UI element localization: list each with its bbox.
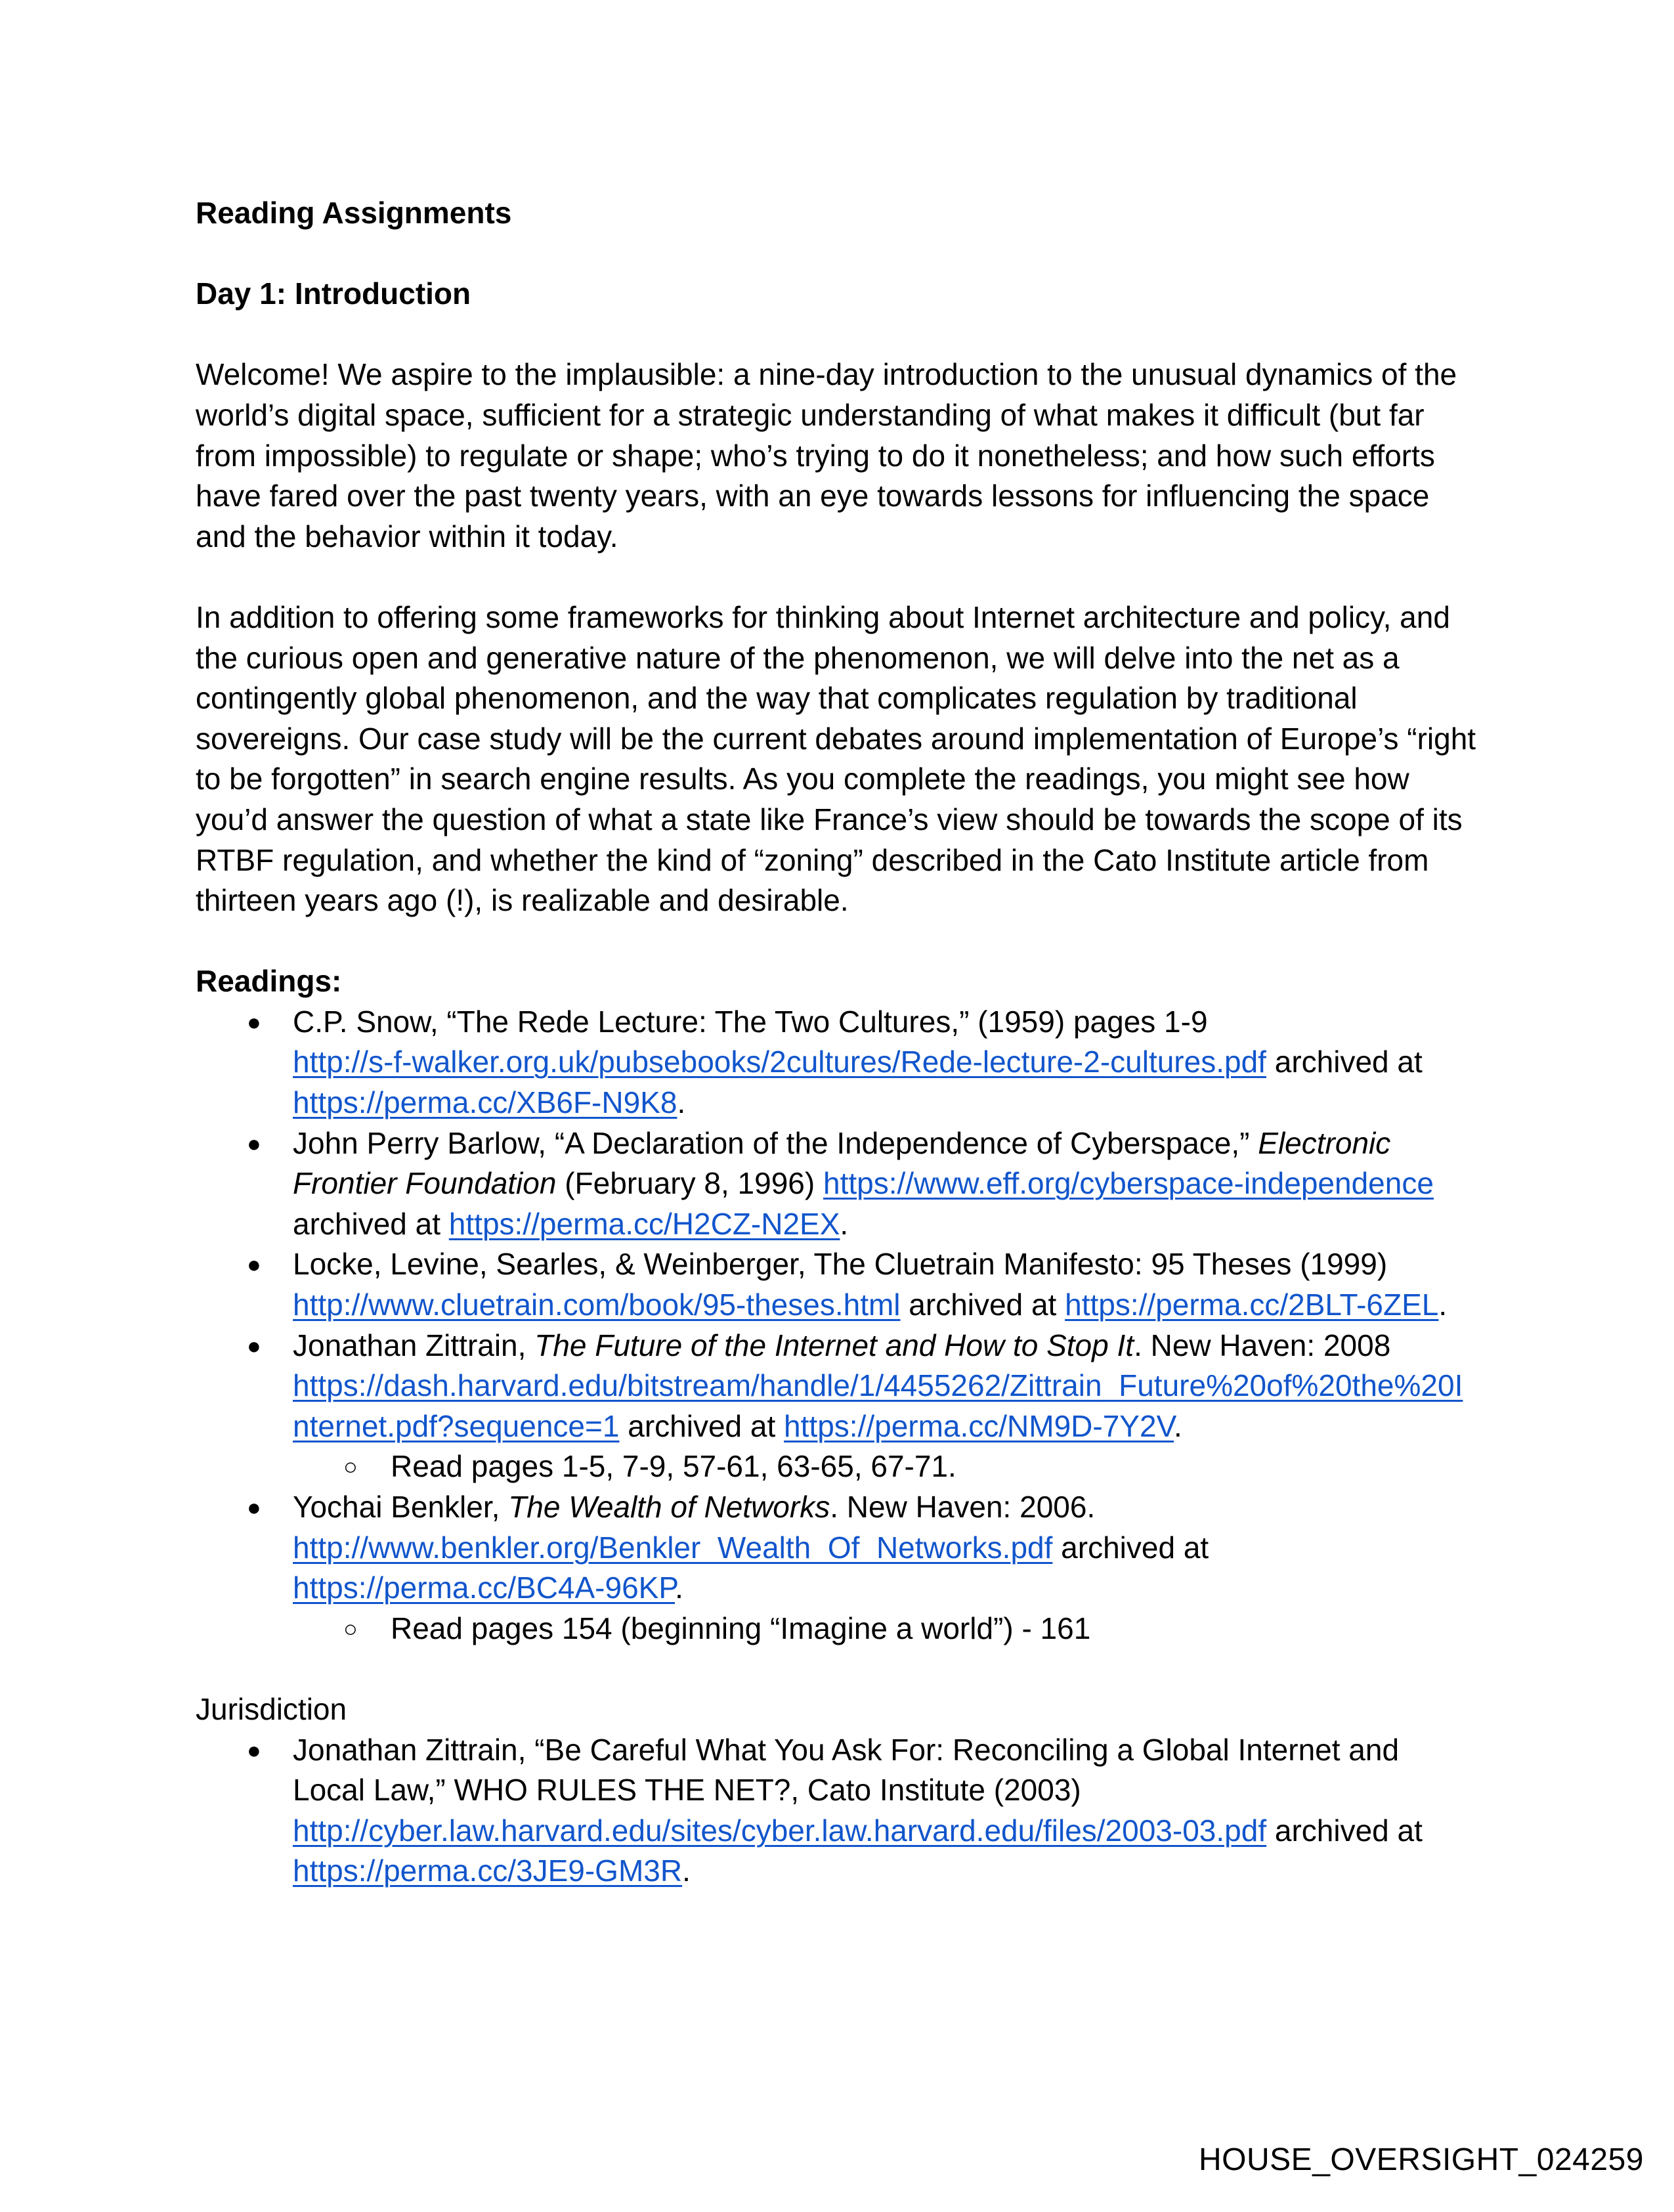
bullet-icon: ● (247, 1251, 261, 1278)
hyperlink[interactable]: nternet.pdf?sequence=1 (293, 1408, 620, 1443)
blank-line (196, 234, 1509, 274)
paragraph-line (196, 678, 1509, 719)
list-item-continuation (196, 1851, 1509, 1892)
list-item-continuation (196, 1042, 1509, 1083)
text: . (1438, 1288, 1448, 1322)
sub-list-item (196, 1609, 1509, 1649)
hyperlink[interactable]: https://perma.cc/3JE9-GM3R (293, 1854, 683, 1888)
text: have fared over the past twenty years, with an eye towards lessons for influencing the space (196, 479, 1430, 513)
text: Read pages 154 (beginning “Imagine a world”) - 161 (391, 1611, 1091, 1645)
hyperlink[interactable]: https://dash.harvard.edu/bitstream/handle/1/4455262/Zittrain_Future%20of%20the%20I (293, 1368, 1463, 1403)
italic-text: Electronic (1258, 1125, 1391, 1160)
text: Jonathan Zittrain, (293, 1328, 535, 1362)
blank-line (196, 557, 1509, 597)
text: Read pages 1-5, 7-9, 57-61, 63-65, 67-71. (391, 1449, 956, 1484)
text: . New Haven: 2006. (830, 1490, 1096, 1524)
list-item-continuation (196, 1163, 1509, 1204)
text: . (840, 1206, 849, 1241)
text: Reading Assignments (196, 196, 512, 230)
paragraph-line (196, 476, 1509, 517)
hyperlink[interactable]: http://www.benkler.org/Benkler_Wealth_Of_Networks.pdf (293, 1530, 1053, 1565)
bullet-icon: ● (247, 1129, 261, 1157)
text: Day 1: Introduction (196, 276, 471, 311)
italic-text: The Future of the Internet and How to Stop It (534, 1328, 1134, 1362)
italic-text: The Wealth of Networks (508, 1490, 830, 1524)
text: archived at (619, 1408, 784, 1443)
list-item-continuation (196, 1366, 1509, 1406)
hyperlink[interactable]: https://www.eff.org/cyberspace-independence (823, 1166, 1434, 1201)
hyperlink[interactable]: https://perma.cc/2BLT-6ZEL (1065, 1288, 1439, 1322)
circle-bullet-icon: ○ (343, 1615, 358, 1642)
list-item (196, 1326, 1509, 1366)
list-item (196, 1487, 1509, 1528)
text: . (677, 1085, 686, 1120)
bullet-icon: ● (247, 1736, 261, 1764)
text: Yochai Benkler, (293, 1490, 509, 1524)
bullet-icon: ● (247, 1008, 261, 1035)
heading (196, 274, 1509, 314)
document-body (196, 193, 1509, 1892)
text: . New Haven: 2008 (1134, 1328, 1391, 1362)
hyperlink[interactable]: http://www.cluetrain.com/book/95-theses.html (293, 1288, 901, 1322)
blank-line (196, 921, 1509, 962)
text: Readings: (196, 964, 342, 999)
bullet-icon: ● (247, 1494, 261, 1521)
list-item-continuation (196, 1083, 1509, 1123)
text: and the behavior within it today. (196, 519, 618, 553)
text: C.P. Snow, “The Rede Lecture: The Two Cultures,” (1959) pages 1-9 (293, 1004, 1208, 1039)
text: from impossible) to regulate or shape; who’s trying to do it nonetheless; and how such efforts (196, 438, 1435, 473)
bullet-icon: ● (247, 1332, 261, 1359)
text: (February 8, 1996) (556, 1166, 823, 1201)
text: John Perry Barlow, “A Declaration of the Independence of Cyberspace,” (293, 1125, 1258, 1160)
list-item (196, 1730, 1509, 1771)
text: the curious open and generative nature of the phenomenon, we will delve into the net as a (196, 640, 1400, 675)
paragraph-line (196, 759, 1509, 800)
list-item (196, 1244, 1509, 1285)
hyperlink[interactable]: https://perma.cc/NM9D-7Y2V (784, 1408, 1174, 1443)
text: archived at (1266, 1045, 1423, 1079)
paragraph-line (196, 719, 1509, 760)
paragraph-line (196, 800, 1509, 840)
bates-number: HOUSE_OVERSIGHT_024259 (1199, 2142, 1644, 2177)
heading (196, 193, 1509, 234)
text: archived at (900, 1288, 1065, 1322)
text: archived at (1266, 1813, 1423, 1848)
text: In addition to offering some frameworks for thinking about Internet architecture and policy, and (196, 599, 1450, 634)
heading (196, 961, 1509, 1002)
list-item-continuation (196, 1568, 1509, 1609)
list-item-continuation (196, 1770, 1509, 1811)
blank-line (196, 1649, 1509, 1689)
paragraph-line (196, 597, 1509, 638)
hyperlink[interactable]: https://perma.cc/BC4A-96KP (293, 1571, 676, 1605)
circle-bullet-icon: ○ (343, 1453, 358, 1481)
text: archived at (1052, 1530, 1209, 1565)
paragraph-line (196, 517, 1509, 557)
text: Welcome! We aspire to the implausible: a nine-day introduction to the unusual dynamics of the (196, 357, 1457, 392)
paragraph-line (196, 840, 1509, 881)
list-item-continuation (196, 1406, 1509, 1447)
text: . (682, 1854, 691, 1888)
paragraph-line (196, 436, 1509, 477)
hyperlink[interactable]: https://perma.cc/XB6F-N9K8 (293, 1085, 677, 1120)
sub-list-item (196, 1446, 1509, 1487)
list-item-continuation (196, 1204, 1509, 1245)
paragraph-line (196, 638, 1509, 679)
text: world’s digital space, sufficient for a strategic understanding of what makes it difficult (but far (196, 397, 1425, 432)
list-item (196, 1002, 1509, 1043)
text: to be forgotten” in search engine results. As you complete the readings, you might see how (196, 762, 1409, 796)
text: Local Law,” WHO RULES THE NET?, Cato Institute (2003) (293, 1773, 1081, 1808)
text: contingently global phenomenon, and the way that complicates regulation by traditional (196, 681, 1358, 716)
paragraph-line (196, 1689, 1509, 1730)
italic-text: Frontier Foundation (293, 1166, 557, 1201)
list-item-continuation (196, 1528, 1509, 1569)
paragraph-line (196, 880, 1509, 921)
blank-line (196, 314, 1509, 355)
text: you’d answer the question of what a state like France’s view should be towards the scope of its (196, 802, 1463, 836)
text: . (1174, 1408, 1182, 1443)
text: sovereigns. Our case study will be the current debates around implementation of Europe’s “right (196, 721, 1476, 756)
hyperlink[interactable]: http://s-f-walker.org.uk/pubsebooks/2cultures/Rede-lecture-2-cultures.pdf (293, 1045, 1266, 1079)
text: Locke, Levine, Searles, & Weinberger, The Cluetrain Manifesto: 95 Theses (1999) (293, 1247, 1388, 1282)
list-item (196, 1123, 1509, 1164)
text: thirteen years ago (!), is realizable and desirable. (196, 883, 849, 918)
hyperlink[interactable]: http://cyber.law.harvard.edu/sites/cyber.law.harvard.edu/files/2003-03.pdf (293, 1813, 1267, 1848)
text: RTBF regulation, and whether the kind of “zoning” described in the Cato Institute article from (196, 842, 1429, 877)
paragraph-line (196, 395, 1509, 436)
text: archived at (293, 1206, 449, 1241)
text: Jurisdiction (196, 1691, 347, 1726)
text: Jonathan Zittrain, “Be Careful What You Ask For: Reconciling a Global Internet and (293, 1732, 1400, 1767)
list-item-continuation (196, 1285, 1509, 1326)
list-item-continuation (196, 1811, 1509, 1852)
paragraph-line (196, 355, 1509, 395)
text: . (675, 1571, 683, 1605)
hyperlink[interactable]: https://perma.cc/H2CZ-N2EX (448, 1206, 840, 1241)
